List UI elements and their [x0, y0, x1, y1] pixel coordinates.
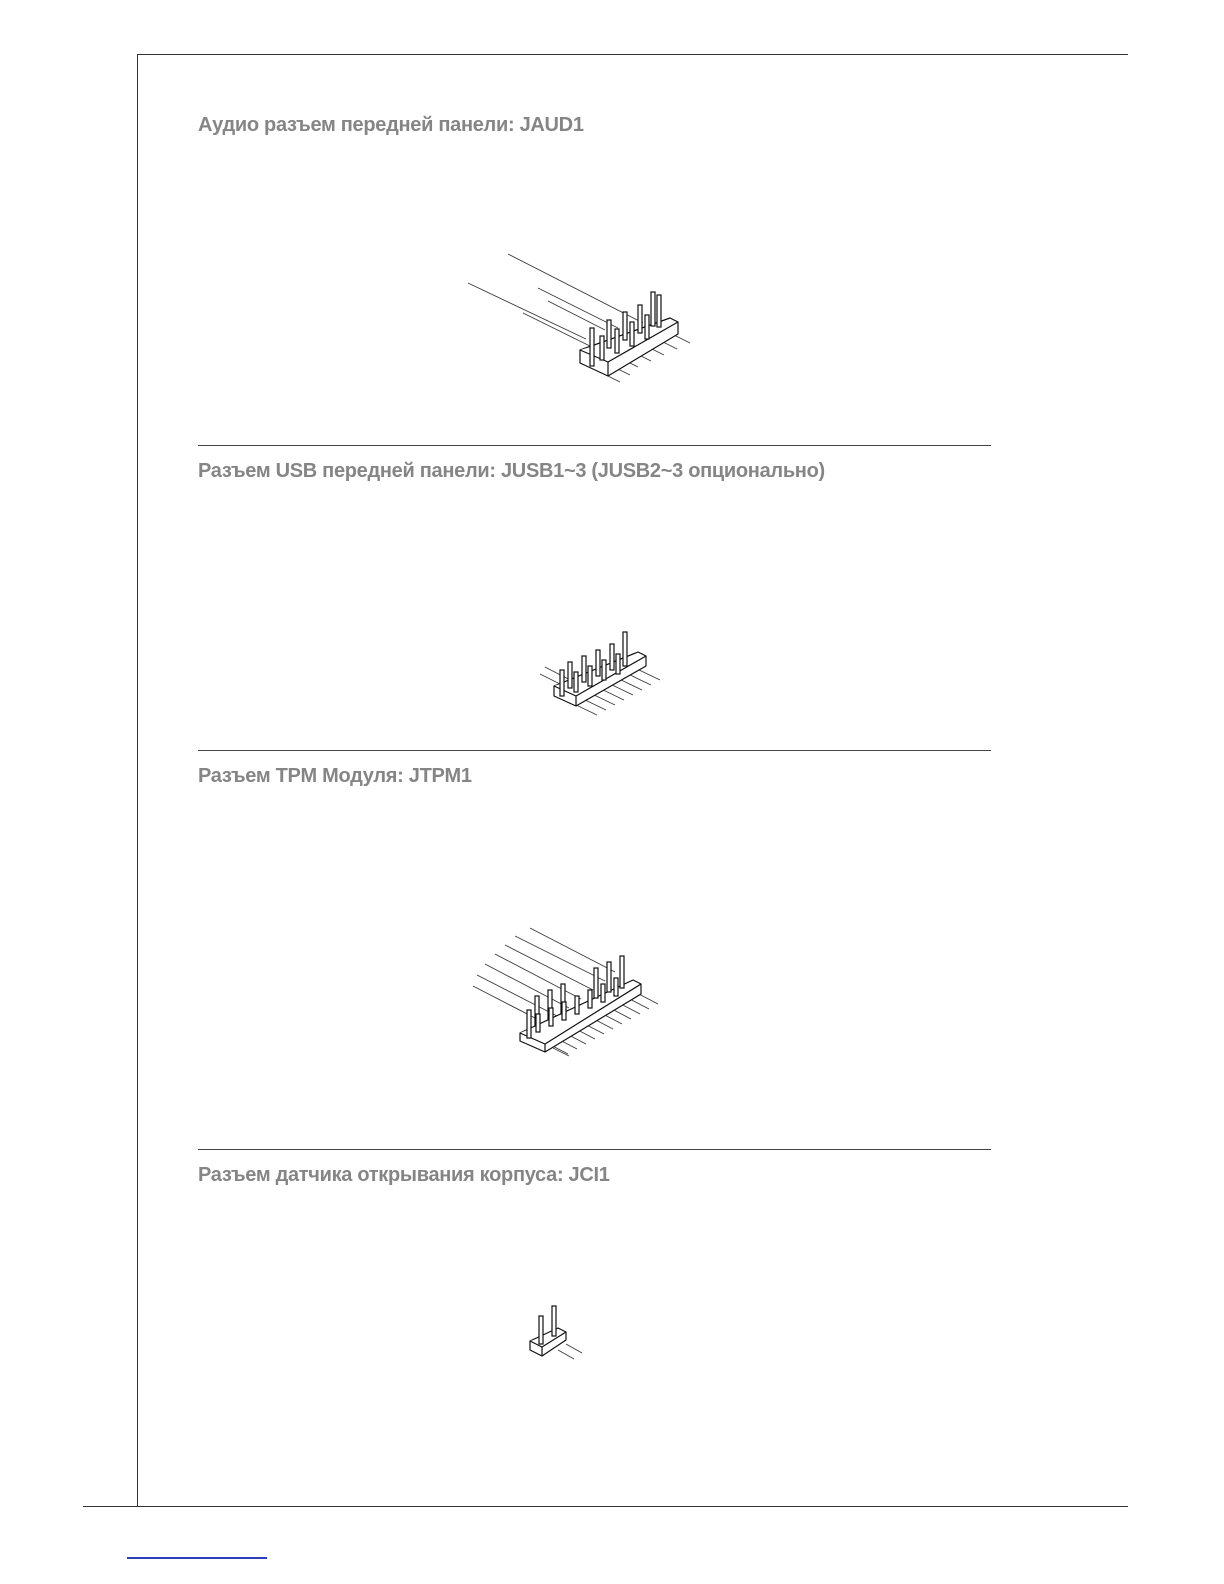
page-frame-left: [137, 54, 138, 1507]
header-icon: [468, 254, 690, 382]
footer-link-underline[interactable]: [127, 1557, 267, 1559]
section-divider: [198, 445, 991, 446]
jci1-connector-diagram: [520, 1298, 600, 1368]
page-frame-bottom: [83, 1506, 1128, 1507]
header-icon: [540, 632, 660, 715]
header-icon: [530, 1306, 582, 1359]
section-divider: [198, 750, 991, 751]
page-frame-top: [137, 54, 1128, 55]
jaud1-connector-diagram: [440, 230, 720, 400]
jtpm1-connector-diagram: [465, 920, 675, 1070]
section-divider: [198, 1149, 991, 1150]
section-heading-jaud1: Аудио разъем передней панели: JAUD1: [198, 114, 584, 136]
section-heading-jusb: Разъем USB передней панели: JUSB1~3 (JUSB2~3 опционально): [198, 460, 825, 482]
header-icon: [473, 928, 658, 1056]
section-heading-jtpm1: Разъем TPM Модуля: JTPM1: [198, 765, 472, 787]
section-heading-jci1: Разъем датчика открывания корпуса: JCI1: [198, 1164, 610, 1186]
jusb-connector-diagram: [530, 622, 690, 722]
